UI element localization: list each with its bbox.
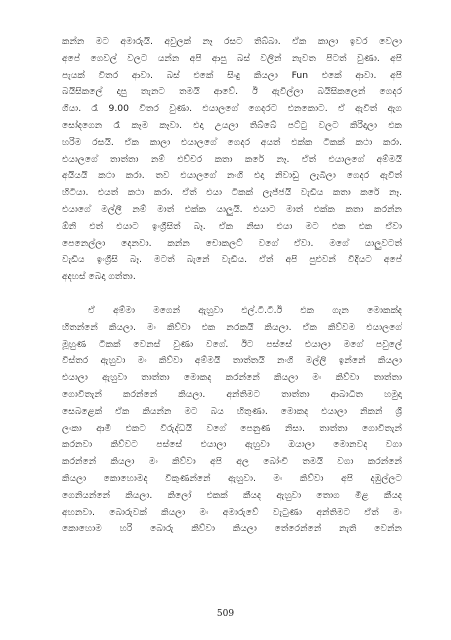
text-line: හිටියා. එයත් කථා කරා. ඒත් එයා ටිකක් ලැජ්ජයි වැඩිය කතා කරේ නෑ. [62,187,402,199]
text-line: කරන්නේ කියලා මං කිව්වා අපි අල බෝංචි තමයි වගා කරන්නේ [62,456,402,468]
text-line: මූහුණ ටිකක් වෙනස් වුණා වගේ. ඊට පස්සේ එයාලා මගේ පවුලේ [62,338,402,350]
text-line: කොහොම හරි බොරු කිව්වා කියලා තේරෙන්නේ නැති වෙන්න [62,523,402,535]
text-line: අහනවා. බොරුවක් කියලා මං අමාරුවේ වැටුණා අන්තිමට ඒත් මං [62,506,402,518]
text-line: වැඩිය ඉංග්‍රීසි බෑ. මටත් බැනේ වැඩිය. ඒත් අපි පුළුවන් විදියට අපේ [62,254,402,266]
text-line: අපේ ගෙවල් වලට යන්න අපි ආපු බස් වලින් නැවත පිටත් වුණා. අපි [62,52,402,64]
body-text [62,34,402,538]
text-line: එයාලගේ තාත්තා නම් එච්චර කතා කරේ නෑ. ඒත් එයාලගේ අම්මයි [62,153,402,165]
text-line: ඒ අම්මා මගෙන් ඇහුවා එල්.ටී.ටී.ඊ එක ගැන මොකක්ද [88,304,402,316]
text-line: ඕනි එත් එයාට ඉංග්‍රීසිත් බෑ. ඒක නිසා එයා මට එක එක ඒවා [62,220,402,232]
paragraph-gap [62,286,402,303]
text-line: කරනවා කිව්වට පස්සේ එයාලා ඇහුවා ඔයාලා මොනවද වගා [62,439,402,451]
paragraph-2 [62,303,402,538]
text-line: පැයක් විතර ආවා. බස් එකේ සිංදු කියලා Fun එකේ ආවා. අපි [62,69,402,81]
text-line: සෙබළෙක් ඒක කියන්න මට බය හිතුණා. මොකද එයාලා නිකන් ශ්‍රී [62,405,402,417]
text-line: එයාලා ඇහුවා තාත්තා මොකද කරන්නේ කියලා මං කිව්වා තාත්තා [62,372,402,384]
text-line: ගෙනියන්නේ කියලා. කිලෝ එකක් කීයද ඇහුවා තොග මිළ කීයද [62,489,402,501]
text-line: විස්තර ඇහුවා මං කිව්වා අම්මයි තාත්තයි නංගි මල්ලි ඉන්නේ කියලා [62,355,402,367]
text-line: කියලා කොහොමද විකුණන්නේ ඇහුවා. මං කිව්වා අපි දඹුල්ලට [62,472,402,484]
text-line: කන්න මට අමාරුයි. අවුලක් නෑ රසට තිබ්බා. ඒක කාලා ඉවර වෙලා [62,36,402,47]
paragraph-1 [62,34,402,286]
text-line: එයාගේ මල්ලී නම් මාත් එක්ක යාලුයි. එයාට මාත් එක්ක කතා කරන්න [62,203,402,215]
text-line: අදහස් බෙදා ගත්තා. [62,271,136,283]
text-line: හරිම රසයි. ඒක කාලා එයාලගේ ගෙදර අයත් එක්ක ටිකක් කථා කරා. [62,136,402,148]
text-line: බයිසිකලේ දාපු තැනට තමයි ආවේ. ඊ ඇවිල්ලා බයිසිකලෙන් ගෙදර [62,86,402,98]
page-number: 509 [216,609,235,619]
text-line: ගියා. රෑ 9.00 විතර වුණා. එයාලගේ ගෙදරට එනකොට. ඒ ඇවිත් ඇග [62,103,402,115]
text-line: ලංකා ආමී එකට විරුද්ධයි වගේ පෙනුණ නිසා. තාත්තා ගොවිතැන් [62,422,402,434]
text-line: අයියයි කථා කරා. තව එයාලගේ නංගි එදා නිවාඩු ලැබිලා ගෙදර ඇවිත් [62,170,402,182]
text-line: හිතන්නේ කියලා. මං කිව්වා එක නරකයි කියලා. ඒක කිව්වම එයාලගේ [62,321,402,333]
text-line: පෙනෙල්ලා දෙනවා. කන්න චොකලට් වගේ ඒවා. මගේ යාලුවටත් [62,237,402,249]
text-line: ගොවිතැන් කරන්නේ කියලා. අන්තිමට තාත්තා ආබාධිත හමුදා [62,388,402,400]
text-line: සෝදගෙන රෑ කෑම කෑවා. එදා උයලා තිබ්බේ පට්ටු වලට කිරිදාලා එක [62,119,402,131]
